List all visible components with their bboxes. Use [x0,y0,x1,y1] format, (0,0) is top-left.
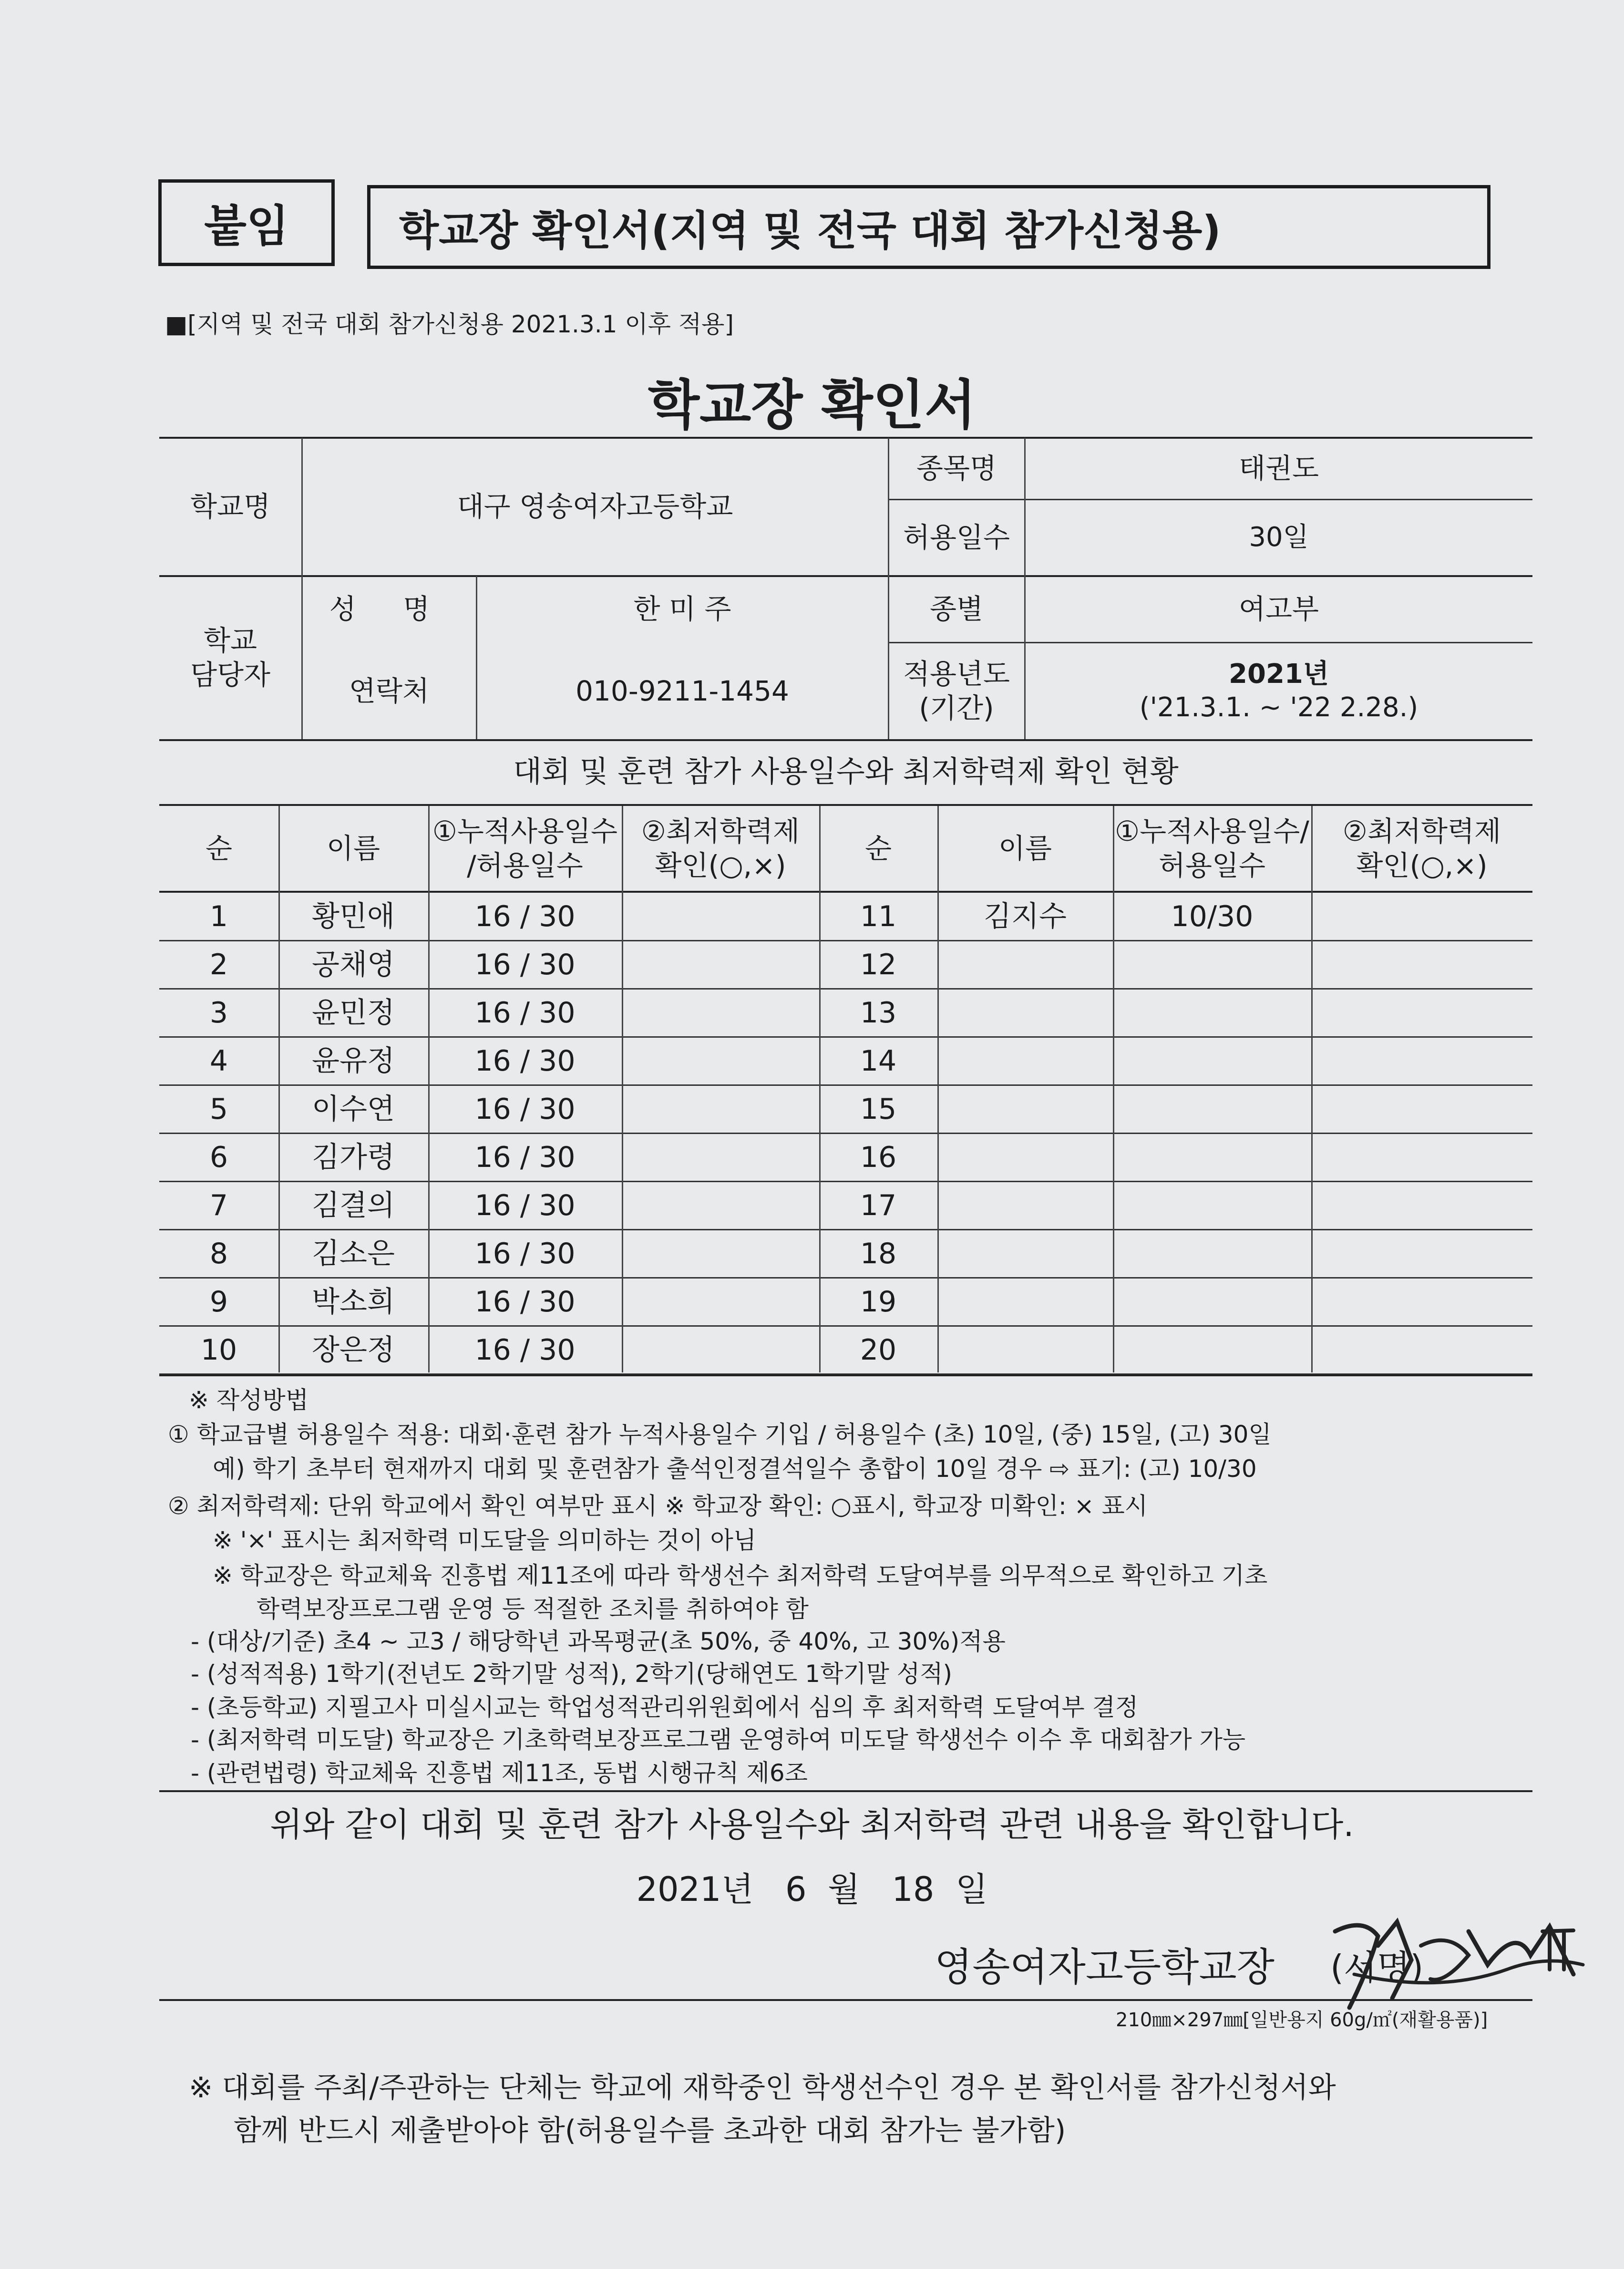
col-header-days-left-line2: /허용일수 [467,849,583,882]
right-row-4-no: 14 [860,1044,897,1078]
left-row-8-days: 16 / 30 [474,1237,576,1270]
right-row-10-name [937,1326,1113,1374]
left-row-1-days: 16 / 30 [474,900,576,933]
col-header-check-left-line2: 확인(○,×) [655,849,786,882]
sign-label: (서명) [1330,1948,1424,1988]
right-row-1-name: 김지수 [984,900,1067,933]
left-row-3-name: 윤민정 [312,996,395,1030]
left-row-1-no: 1 [209,900,228,933]
contact-value: 010-9211-1454 [576,674,789,707]
manager-label-line1: 학교 [203,624,257,657]
paper-spec: 210㎜×297㎜[일반용지 60g/㎡(재활용품)] [1116,2009,1488,2031]
notes-heading: ※ 작성방법 [189,1386,308,1414]
attachment-tag-text: 붙임 [204,201,289,252]
left-row-1-name: 황민애 [312,900,395,933]
left-row-1-check [622,893,819,941]
left-row-9-name: 박소희 [312,1285,395,1319]
school-name-value: 대구 영송여자고등학교 [457,490,733,523]
left-row-6-name: 김가령 [312,1141,395,1174]
right-row-3-check [1311,989,1532,1037]
note-2: ② 최저학력제: 단위 학교에서 확인 여부만 표시 ※ 학교장 확인: ○표시, 학교장 미확인: × 표시 [168,1492,1148,1520]
left-row-4-days: 16 / 30 [474,1044,576,1078]
col-header-no-left: 순 [205,832,233,865]
right-row-6-days [1113,1134,1311,1182]
sport-label: 종목명 [916,452,997,485]
right-row-2-name [937,941,1113,989]
right-row-2-check [1311,941,1532,989]
left-row-10-check [622,1326,819,1374]
col-header-name-left: 이름 [326,832,380,865]
right-row-3-name [937,989,1113,1037]
right-row-7-check [1311,1182,1532,1230]
left-row-2-check [622,941,819,989]
col-header-days-right [1113,806,1311,891]
right-row-6-no: 16 [860,1141,897,1174]
col-header-check-left-line1: ②최저학력제 [641,815,800,847]
year-label-line1: 적용년도 [903,657,1010,690]
left-row-9-no: 9 [209,1285,228,1319]
detail-5: - (관련법령) 학교체육 진흥법 제11조, 동법 시행규칙 제6조 [191,1759,808,1787]
document-title: 학교장 확인서 [648,374,976,436]
col-header-days-right-line1: ①누적사용일수/ [1115,815,1309,847]
right-row-5-no: 15 [860,1093,897,1126]
left-row-6-days: 16 / 30 [474,1141,576,1174]
left-row-9-check [622,1278,819,1326]
right-row-10-check [1311,1326,1532,1374]
right-row-8-check [1311,1230,1532,1278]
year-label [889,643,1024,739]
year-value-line2: ('21.3.1. ~ '22 2.28.) [1139,692,1418,723]
left-row-8-no: 8 [209,1237,228,1270]
right-row-8-name [937,1230,1113,1278]
manager-label-line2: 담당자 [190,659,271,691]
right-row-3-no: 13 [860,996,897,1030]
left-row-7-days: 16 / 30 [474,1189,576,1222]
right-row-3-days [1113,989,1311,1037]
right-row-4-days [1113,1037,1311,1085]
left-row-3-no: 3 [209,996,228,1030]
left-row-7-name: 김결의 [312,1189,395,1222]
right-row-9-days [1113,1278,1311,1326]
col-header-days-right-line2: 허용일수 [1158,849,1266,882]
note-4b: 학력보장프로그램 운영 등 적절한 조치를 취하여야 함 [257,1595,809,1623]
col-header-check-right-line1: ②최저학력제 [1342,815,1501,847]
left-row-7-check [622,1182,819,1230]
left-row-6-no: 6 [209,1141,228,1174]
col-header-check-left [622,806,819,891]
left-row-9-days: 16 / 30 [474,1285,576,1319]
manager-label [159,576,301,739]
category-label: 종별 [929,592,984,625]
left-row-5-days: 16 / 30 [474,1093,576,1126]
right-row-5-days [1113,1085,1311,1134]
left-row-5-no: 5 [209,1093,228,1126]
right-row-7-name [937,1182,1113,1230]
col-header-check-right-line2: 확인(○,×) [1356,849,1488,882]
left-row-5-name: 이수연 [312,1093,395,1126]
category-value: 여고부 [1238,592,1319,625]
note-4a: ※ 학교장은 학교체육 진흥법 제11조에 따라 학생선수 최저학력 도달여부를 의무적으로 확인하고 기초 [213,1562,1268,1589]
year-value [1025,643,1532,739]
left-row-10-no: 10 [200,1333,237,1367]
left-row-4-no: 4 [209,1044,228,1078]
right-row-7-no: 17 [860,1189,897,1222]
footer-line-2: 함께 반드시 제출받아야 함(허용일수를 초과한 대회 참가는 불가함) [234,2114,1066,2147]
right-row-10-no: 20 [860,1333,897,1367]
detail-4: - (최저학력 미도달) 학교장은 기초학력보장프로그램 운영하여 미도달 학생선수 이수 후 대회참가 가능 [191,1726,1246,1753]
form-title-box [367,185,1490,269]
note-1a: ① 학교급별 허용일수 적용: 대회·훈련 참가 누적사용일수 기입 / 허용일수 (초) 10일, (중) 15일, (고) 30일 [168,1421,1272,1448]
left-row-10-days: 16 / 30 [474,1333,576,1367]
left-row-2-no: 2 [209,948,228,981]
right-row-6-name [937,1134,1113,1182]
left-row-5-check [622,1085,819,1134]
right-row-6-check [1311,1134,1532,1182]
left-row-4-name: 윤유정 [312,1044,395,1078]
left-row-3-days: 16 / 30 [474,996,576,1030]
left-row-10-name: 장은정 [312,1333,395,1367]
allowed-days-label: 허용일수 [903,521,1010,554]
left-row-2-name: 공채영 [312,948,395,981]
right-row-5-check [1311,1085,1532,1134]
person-name-label: 성 명 [329,592,449,625]
right-row-9-name [937,1278,1113,1326]
right-row-9-no: 19 [860,1285,897,1319]
attachment-tag [158,179,335,266]
detail-2: - (성적적용) 1학기(전년도 2학기말 성적), 2학기(당해연도 1학기말 성적) [191,1660,952,1688]
left-row-8-name: 김소은 [312,1237,395,1270]
right-row-4-check [1311,1037,1532,1085]
principal-title: 영송여자고등학교장 [935,1945,1275,1990]
note-1b: 예) 학기 초부터 현재까지 대회 및 훈련참가 출석인정결석일수 총합이 10일 경우 ⇨ 표기: (고) 10/30 [213,1455,1257,1483]
right-row-9-check [1311,1278,1532,1326]
right-row-2-no: 12 [860,948,897,981]
right-row-2-days [1113,941,1311,989]
right-row-10-days [1113,1326,1311,1374]
left-row-8-check [622,1230,819,1278]
detail-3: - (초등학교) 지필고사 미실시교는 학업성적관리위원회에서 심의 후 최저학력 도달여부 결정 [191,1693,1139,1721]
left-row-2-days: 16 / 30 [474,948,576,981]
col-header-days-left [428,806,622,891]
left-row-7-no: 7 [209,1189,228,1222]
detail-1: - (대상/기준) 초4 ~ 고3 / 해당학년 과목평균(초 50%, 중 40%, 고 30%)적용 [191,1628,1006,1655]
left-row-4-check [622,1037,819,1085]
left-row-6-check [622,1134,819,1182]
col-header-days-left-line1: ①누적사용일수 [432,815,618,847]
right-row-5-name [937,1085,1113,1134]
confirmation-text: 위와 같이 대회 및 훈련 참가 사용일수와 최저학력 관련 내용을 확인합니다. [270,1805,1354,1844]
sport-value: 태권도 [1238,452,1319,485]
note-3: ※ '×' 표시는 최저학력 미도달을 의미하는 것이 아님 [213,1526,757,1554]
right-row-1-no: 11 [860,900,897,933]
right-row-8-no: 18 [860,1237,897,1270]
right-row-1-days: 10/30 [1171,900,1254,933]
person-name-value: 한 미 주 [633,592,731,625]
school-name-label: 학교명 [190,490,271,523]
section-title: 대회 및 훈련 참가 사용일수와 최저학력제 확인 현황 [513,754,1179,789]
allowed-days-value: 30일 [1249,522,1309,553]
form-subnote: ■[지역 및 전국 대회 참가신청용 2021.3.1 이후 적용] [165,310,734,338]
year-value-line1: 2021년 [1229,659,1329,690]
right-row-7-days [1113,1182,1311,1230]
left-row-3-check [622,989,819,1037]
form-title: 학교장 확인서(지역 및 전국 대회 참가신청용) [399,207,1221,255]
col-header-name-right: 이름 [998,832,1052,865]
year-label-line2: (기간) [919,692,994,724]
right-row-8-days [1113,1230,1311,1278]
contact-label: 연락처 [349,674,430,707]
footer-line-1: ※ 대회를 주최/주관하는 단체는 학교에 재학중인 학생선수인 경우 본 확인서를 참가신청서와 [189,2071,1336,2104]
right-row-4-name [937,1037,1113,1085]
col-header-check-right [1311,806,1532,891]
right-row-1-check [1311,893,1532,941]
confirmation-date: 2021년 6 월 18 일 [636,1870,988,1909]
col-header-no-right: 순 [864,832,892,865]
